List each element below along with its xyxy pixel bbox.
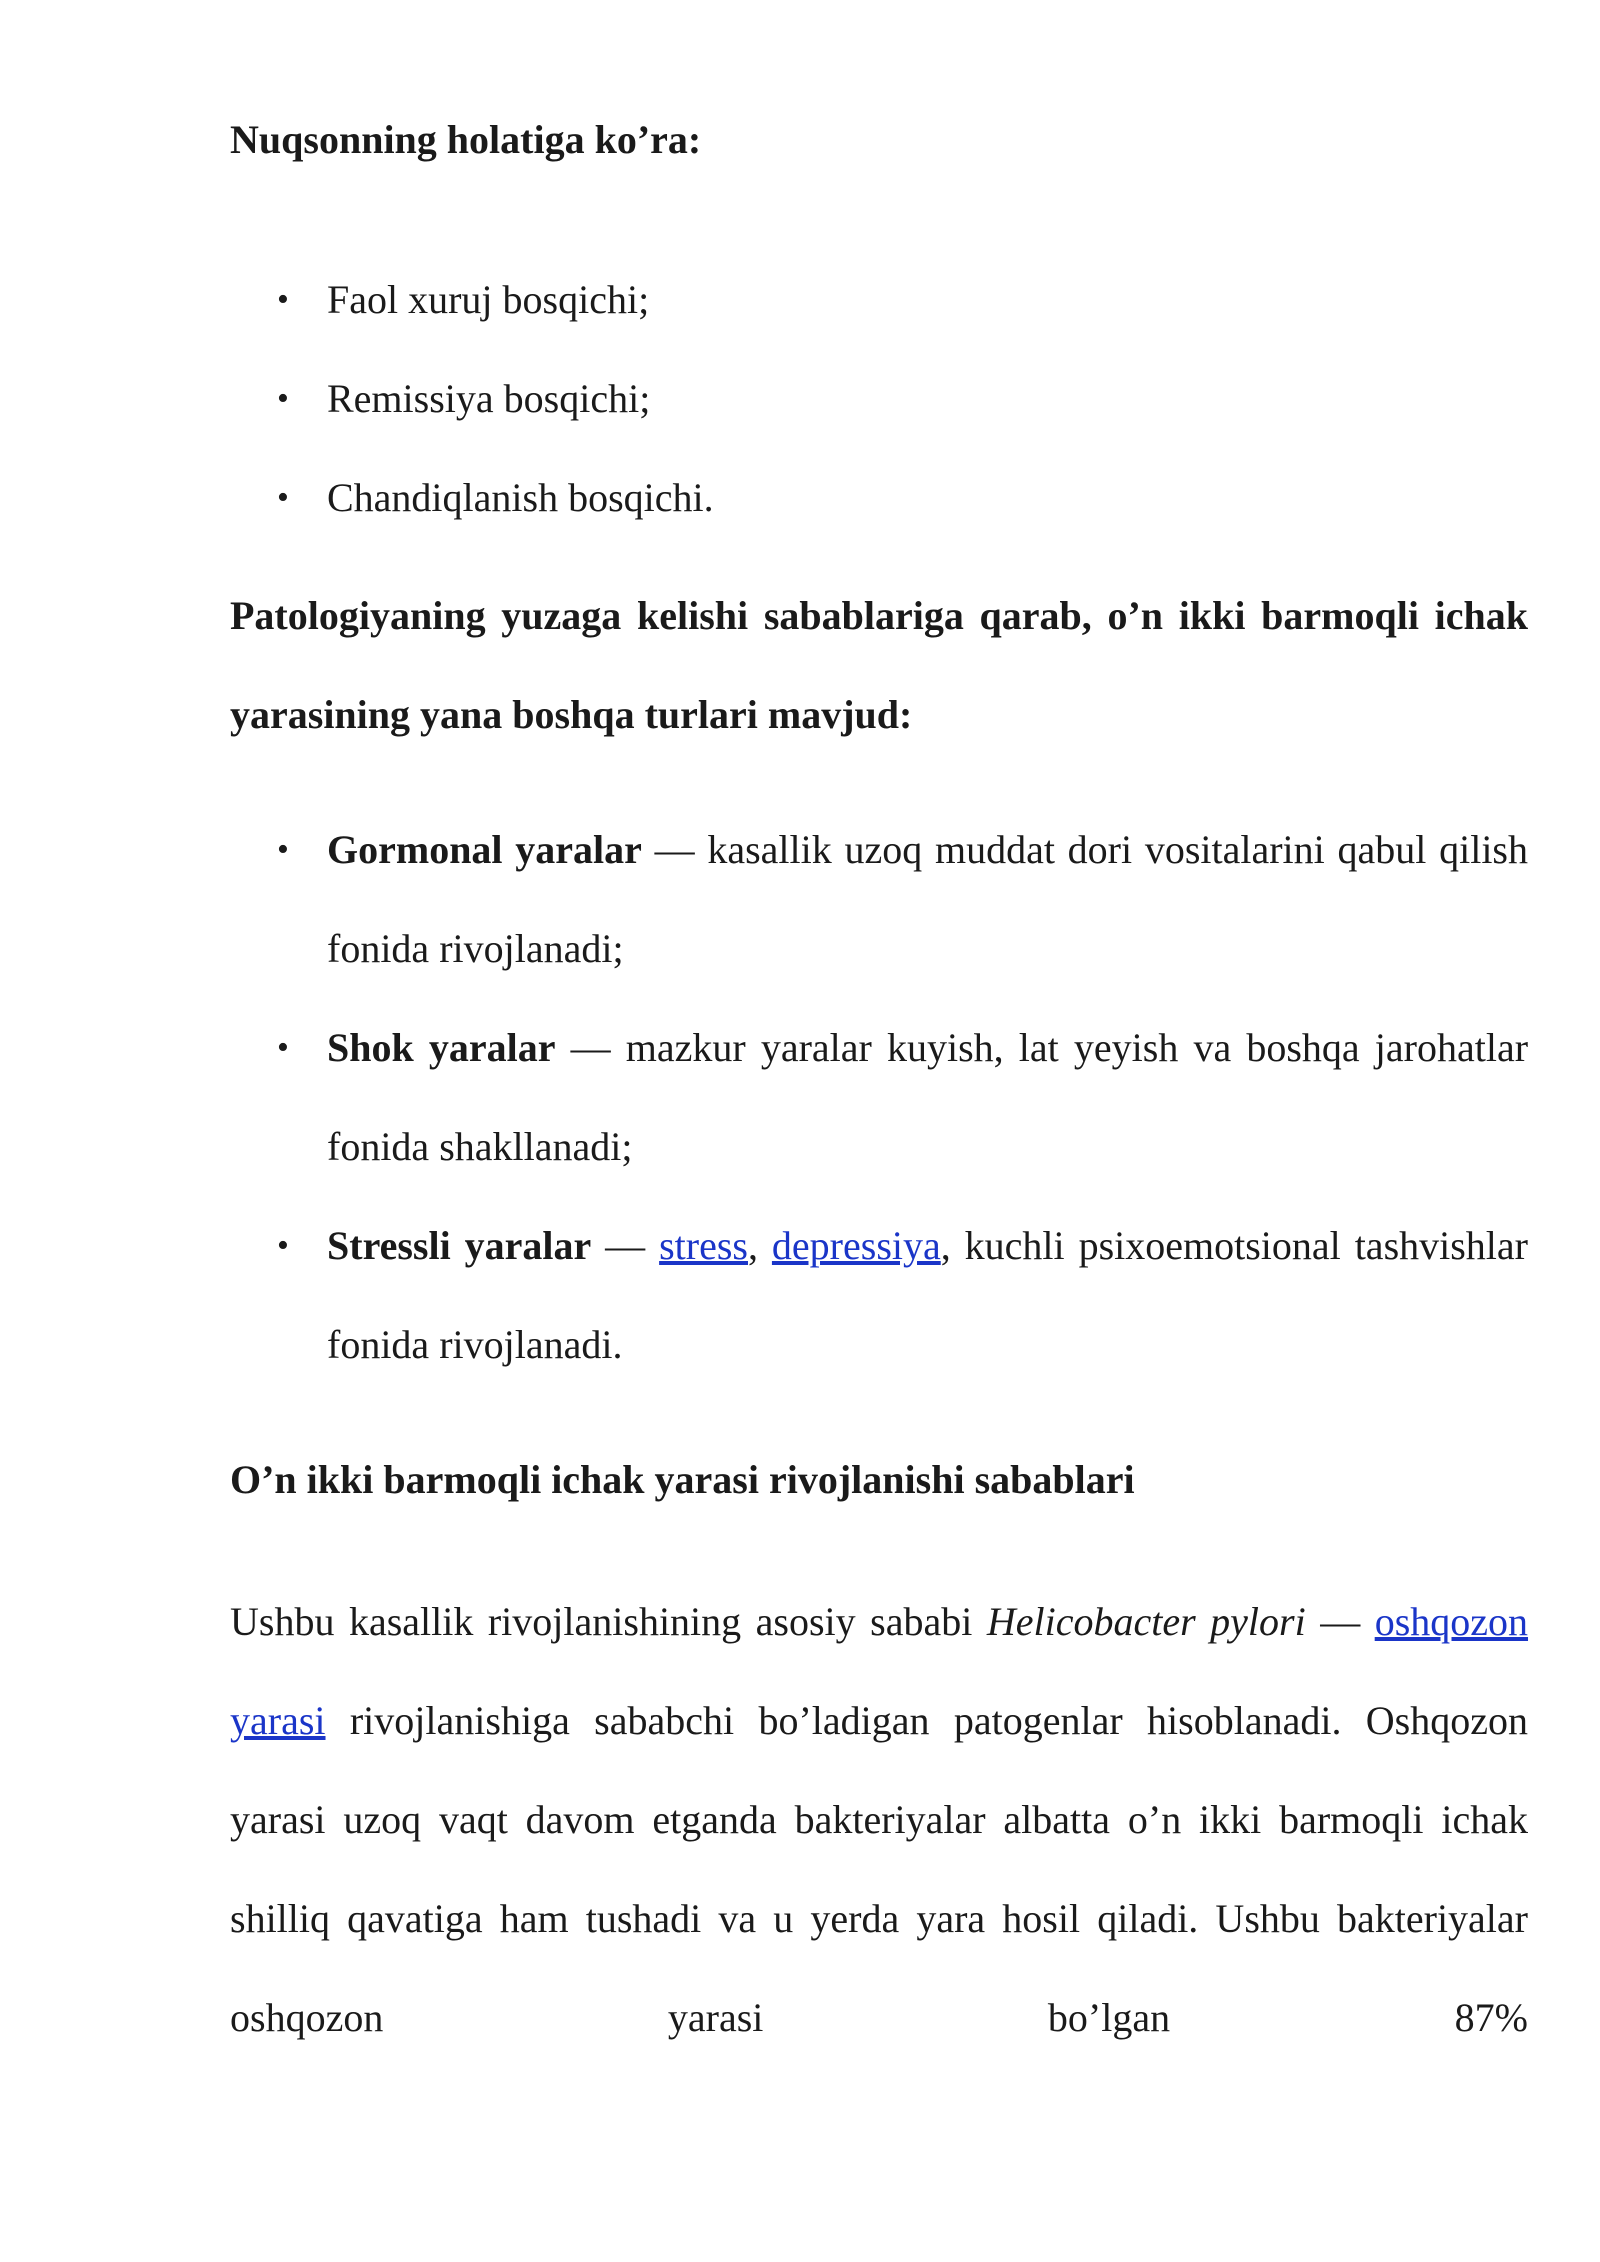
term-label: Stressli yaralar	[327, 1223, 592, 1268]
list-item	[230, 349, 1528, 448]
dash-separator: —	[555, 1025, 626, 1070]
list-item	[230, 448, 1528, 547]
bullet-icon: •	[277, 831, 289, 868]
bacteria-name: Helicobacter pylori	[986, 1599, 1306, 1644]
list-item	[230, 800, 1528, 998]
list-item	[230, 250, 1528, 349]
body-paragraph	[230, 1572, 1528, 2067]
term-label: Gormonal yaralar	[327, 827, 642, 872]
list-item-text: Remissiya bosqichi;	[327, 376, 651, 421]
dash-separator: —	[641, 827, 708, 872]
bullet-icon: •	[277, 281, 289, 318]
section-heading-reasons: O’n ikki barmoqli ichak yarasi rivojlanishi sabablari	[230, 1457, 1135, 1502]
bullet-icon: •	[277, 1029, 289, 1066]
depressiya-link[interactable]: depressiya	[771, 1223, 941, 1268]
list-item	[230, 998, 1528, 1196]
list-item-text: kasallik uzoq muddat dori vositalarini qabul qilish fonida rivojlanadi;	[327, 827, 1528, 971]
oshqozon-yarasi-link[interactable]: oshqozon yarasi	[230, 1599, 1529, 1743]
bullet-icon: •	[277, 380, 289, 417]
list-item-text: Faol xuruj bosqichi;	[327, 277, 650, 322]
section-heading-causes-types: Patologiyaning yuzaga kelishi sabablariga qarab, o’n ikki barmoqli ichak yarasining yana boshqa turlari mavjud:	[230, 593, 1528, 737]
comma-separator: ,	[748, 1223, 772, 1268]
list-item-text: Chandiqlanish bosqichi.	[327, 475, 714, 520]
list-item-text: , kuchli psixoemotsional tashvishlar fonida rivojlanadi.	[327, 1223, 1528, 1367]
bullet-icon: •	[277, 1227, 289, 1264]
stress-link[interactable]: stress	[659, 1223, 748, 1268]
term-label: Shok yaralar	[327, 1025, 556, 1070]
ulcer-types-list	[230, 800, 1528, 1394]
bullet-icon: •	[277, 479, 289, 516]
dash-separator: —	[591, 1223, 660, 1268]
list-item	[230, 1196, 1528, 1394]
paragraph-text: rivojlanishiga sababchi bo’ladigan patogenlar hisoblanadi. Oshqozon yarasi uzoq vaqt davom etganda bakteriyalar albatta o’n ikki barmoqli ichak shilliq qavatiga ham tushadi va u yerda yara hosil qiladi. Ushbu bakteriyalar oshqozon yarasi bo’lgan 87%	[230, 1698, 1528, 2040]
dash-separator: —	[1305, 1599, 1375, 1644]
paragraph-text: Ushbu kasallik rivojlanishining asosiy sababi	[230, 1599, 987, 1644]
list-item-text: mazkur yaralar kuyish, lat yeyish va boshqa jarohatlar fonida shakllanadi;	[327, 1025, 1529, 1169]
section-heading-stage: Nuqsonning holatiga ko’ra:	[230, 117, 702, 162]
stage-list	[230, 250, 1528, 547]
